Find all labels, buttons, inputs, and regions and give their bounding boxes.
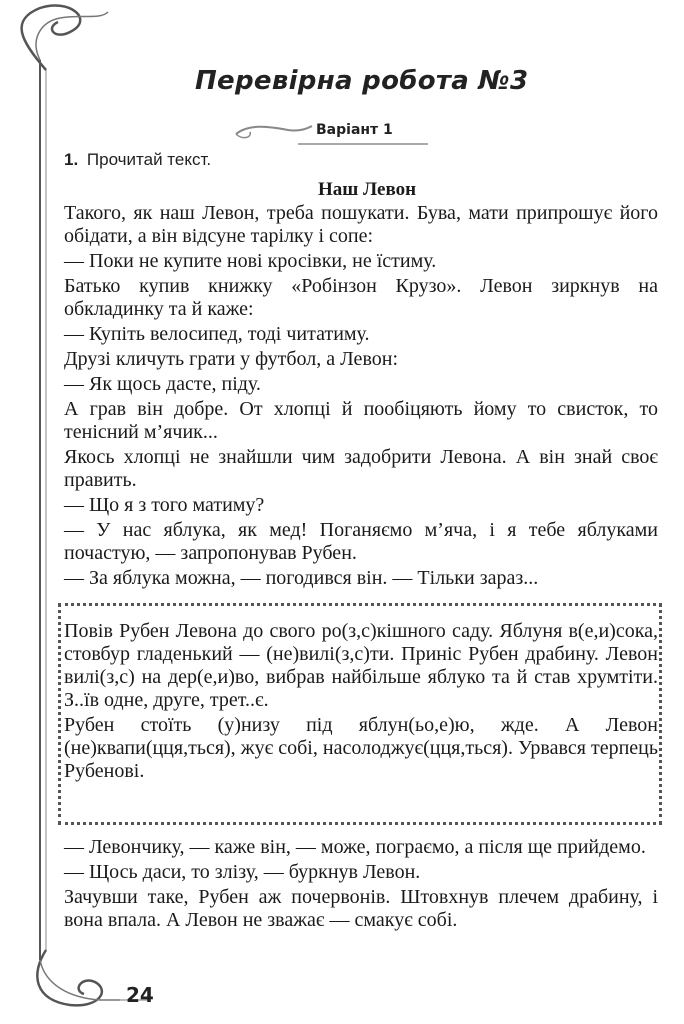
task-instruction bbox=[64, 150, 211, 170]
story-paragraph: — Поки не купите нові кросівки, не їстиму. bbox=[64, 250, 437, 272]
variant-label: Варіант 1 bbox=[316, 122, 393, 138]
story-boxed-exercise bbox=[64, 620, 658, 785]
story-paragraph: Такого, як наш Левон, треба пошукати. Бува, мати припрошує його обідати, а він відсуне тарілку і сопе: bbox=[64, 202, 658, 247]
task-number: 1. bbox=[64, 150, 79, 169]
exercise-paragraph: Рубен стоїть (у)низу під яблун(ьо,е)ю, жде. А Левон (не)квапи(цця,ться), жує собі, насолоджує(цця,ться). Урвався терпець Рубенові. bbox=[64, 714, 658, 782]
story-paragraph: — У нас яблука, як мед! Поганяємо м’яча, і я тебе яблуками почастую, — запропонував Рубен. bbox=[64, 519, 658, 564]
story-paragraph: — Щось даси, то злізу, — буркнув Левон. bbox=[64, 861, 421, 883]
story-title: Наш Левон bbox=[317, 179, 417, 200]
variant-header bbox=[228, 118, 428, 148]
story-paragraph: — Купіть велосипед, тоді читатиму. bbox=[64, 323, 370, 345]
story-part-1 bbox=[64, 202, 658, 592]
exercise-paragraph: Повів Рубен Левона до свого ро(з,с)кішного саду. Яблуня в(е,и)сока, стовбур гладенький — (не)вилі(з,с)ти. Приніс Рубен драбину. Левон вилі(з,с) на дер(е,и)во, вибрав найбільше яблуко та й став хрумтіти. З..їв одне, друге, трет..є. bbox=[64, 620, 658, 711]
story-paragraph: — За яблука можна, — погодився він. — Тільки зараз... bbox=[64, 567, 539, 589]
story-paragraph: А грав він добре. От хлопці й пообіцяють йому то свисток, то тенісний м’ячик... bbox=[64, 398, 658, 443]
page-number: 24 bbox=[126, 983, 154, 1007]
story-paragraph: — Левончику, — каже він, — може, пограємо, а після ще прийдемо. bbox=[64, 836, 646, 858]
story-paragraph: — Як щось дасте, піду. bbox=[64, 373, 261, 395]
story-paragraph: Зачувши таке, Рубен аж почервонів. Штовхнув плечем драбину, і вона впала. А Левон не зважає — смакує собі. bbox=[64, 886, 658, 931]
story-paragraph: Друзі кличуть грати у футбол, а Левон: bbox=[64, 348, 399, 370]
page-title: Перевірна робота №3 bbox=[195, 66, 529, 96]
story-paragraph: — Що я з того матиму? bbox=[64, 494, 265, 516]
task-text: Прочитай текст. bbox=[86, 150, 212, 169]
story-part-2 bbox=[64, 836, 658, 934]
story-paragraph: Батько купив книжку «Робінзон Крузо». Левон зиркнув на обкладинку та й каже: bbox=[64, 275, 658, 320]
story-paragraph: Якось хлопці не знайшли чим задобрити Левона. А він знай своє править. bbox=[64, 446, 658, 491]
